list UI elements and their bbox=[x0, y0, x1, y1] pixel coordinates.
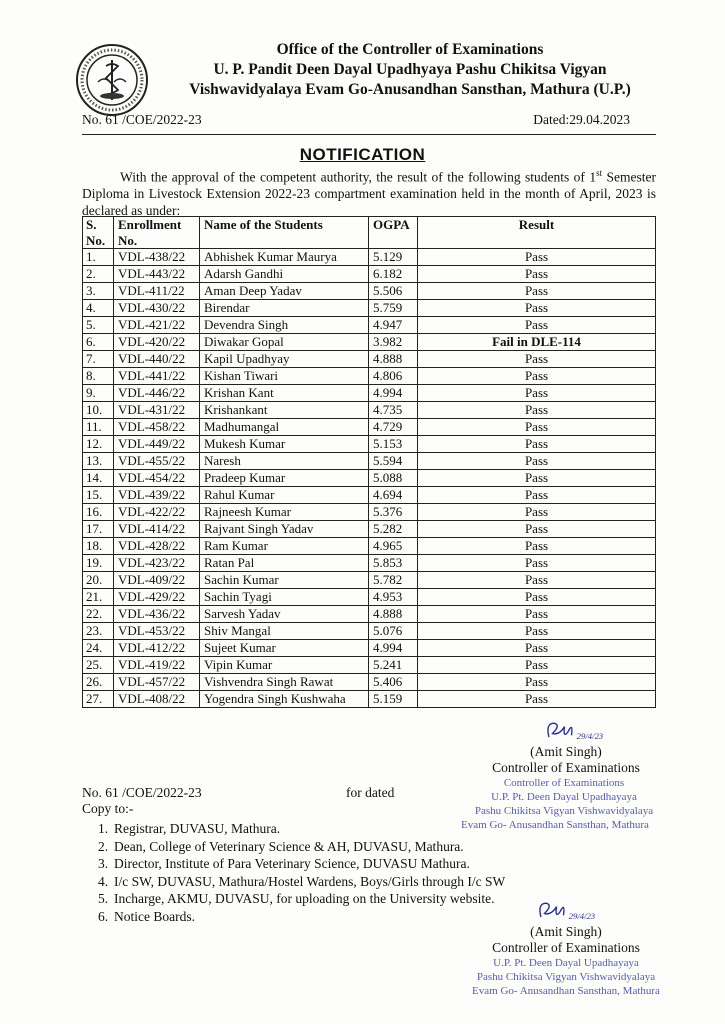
cell-sno: 6. bbox=[83, 334, 114, 351]
cell-ogpa: 4.994 bbox=[369, 640, 418, 657]
cell-enrollment: VDL-409/22 bbox=[114, 572, 200, 589]
stamp-1-line-3: Pashu Chikitsa Vigyan Vishwavidyalaya bbox=[474, 805, 654, 817]
table-row bbox=[83, 436, 656, 453]
list-item-text: I/c SW, DUVASU, Mathura/Hostel Wardens, Boys/Girls through I/c SW bbox=[114, 873, 506, 889]
cell-sno: 1. bbox=[83, 249, 114, 266]
cell-student-name: Madhumangal bbox=[200, 419, 369, 436]
cell-enrollment: VDL-429/22 bbox=[114, 589, 200, 606]
signature-date-1: 29/4/23 bbox=[576, 730, 604, 741]
results-table bbox=[82, 216, 656, 708]
cell-student-name: Birendar bbox=[200, 300, 369, 317]
list-item bbox=[98, 820, 505, 838]
cell-sno: 5. bbox=[83, 317, 114, 334]
table-row bbox=[83, 266, 656, 283]
cell-student-name: Sujeet Kumar bbox=[200, 640, 369, 657]
cell-result: Pass bbox=[418, 640, 656, 657]
cell-result: Pass bbox=[418, 249, 656, 266]
cell-result: Pass bbox=[418, 283, 656, 300]
header-sno: S. No. bbox=[83, 217, 114, 249]
cell-result: Pass bbox=[418, 691, 656, 708]
cell-student-name: Ram Kumar bbox=[200, 538, 369, 555]
list-item-number: 4. bbox=[98, 873, 109, 889]
cell-result: Fail in DLE-114 bbox=[418, 334, 656, 351]
official-stamp-2 bbox=[466, 956, 666, 998]
cell-result: Pass bbox=[418, 657, 656, 674]
signatory-name-1: (Amit Singh) bbox=[530, 744, 602, 759]
cell-ogpa: 5.853 bbox=[369, 555, 418, 572]
cell-student-name: Pradeep Kumar bbox=[200, 470, 369, 487]
cell-student-name: Sarvesh Yadav bbox=[200, 606, 369, 623]
cell-student-name: Ratan Pal bbox=[200, 555, 369, 572]
cell-enrollment: VDL-436/22 bbox=[114, 606, 200, 623]
intro-superscript: st bbox=[596, 168, 603, 178]
copy-for-dated: for dated bbox=[346, 785, 395, 800]
cell-sno: 16. bbox=[83, 504, 114, 521]
cell-sno: 24. bbox=[83, 640, 114, 657]
table-row bbox=[83, 300, 656, 317]
cell-sno: 2. bbox=[83, 266, 114, 283]
cell-student-name: Abhishek Kumar Maurya bbox=[200, 249, 369, 266]
cell-result: Pass bbox=[418, 351, 656, 368]
table-row bbox=[83, 368, 656, 385]
cell-result: Pass bbox=[418, 300, 656, 317]
cell-ogpa: 5.594 bbox=[369, 453, 418, 470]
cell-sno: 17. bbox=[83, 521, 114, 538]
table-row bbox=[83, 555, 656, 572]
cell-enrollment: VDL-420/22 bbox=[114, 334, 200, 351]
cell-student-name: Rajneesh Kumar bbox=[200, 504, 369, 521]
cell-result: Pass bbox=[418, 487, 656, 504]
cell-result: Pass bbox=[418, 385, 656, 402]
cell-ogpa: 5.153 bbox=[369, 436, 418, 453]
cell-sno: 19. bbox=[83, 555, 114, 572]
cell-sno: 13. bbox=[83, 453, 114, 470]
cell-ogpa: 3.982 bbox=[369, 334, 418, 351]
cell-result: Pass bbox=[418, 402, 656, 419]
list-item-text: Dean, College of Veterinary Science & AH, DUVASU, Mathura. bbox=[114, 838, 464, 854]
cell-enrollment: VDL-458/22 bbox=[114, 419, 200, 436]
cell-student-name: Rajvant Singh Yadav bbox=[200, 521, 369, 538]
cell-ogpa: 5.506 bbox=[369, 283, 418, 300]
cell-enrollment: VDL-411/22 bbox=[114, 283, 200, 300]
cell-enrollment: VDL-419/22 bbox=[114, 657, 200, 674]
cell-result: Pass bbox=[418, 436, 656, 453]
copy-reference-number: No. 61 /COE/2022-23 bbox=[82, 785, 202, 800]
cell-ogpa: 4.965 bbox=[369, 538, 418, 555]
cell-sno: 8. bbox=[83, 368, 114, 385]
cell-result: Pass bbox=[418, 266, 656, 283]
cell-ogpa: 4.735 bbox=[369, 402, 418, 419]
list-item-number: 5. bbox=[98, 891, 109, 906]
table-row bbox=[83, 470, 656, 487]
cell-enrollment: VDL-422/22 bbox=[114, 504, 200, 521]
table-header-row bbox=[83, 217, 656, 249]
table-row bbox=[83, 572, 656, 589]
cell-student-name: Yogendra Singh Kushwaha bbox=[200, 691, 369, 708]
cell-ogpa: 5.782 bbox=[369, 572, 418, 589]
cell-ogpa: 5.241 bbox=[369, 657, 418, 674]
list-item-text: Registrar, DUVASU, Mathura. bbox=[114, 821, 281, 836]
cell-ogpa: 4.947 bbox=[369, 317, 418, 334]
cell-enrollment: VDL-438/22 bbox=[114, 249, 200, 266]
intro-paragraph bbox=[82, 165, 656, 219]
cell-result: Pass bbox=[418, 470, 656, 487]
list-item-text: Notice Boards. bbox=[114, 908, 195, 924]
cell-enrollment: VDL-431/22 bbox=[114, 402, 200, 419]
signature-scribble-1 bbox=[536, 718, 626, 744]
cell-result: Pass bbox=[418, 606, 656, 623]
signatory-designation-1: Controller of Examinations bbox=[492, 760, 640, 775]
cell-enrollment: VDL-423/22 bbox=[114, 555, 200, 572]
letterhead-line-2: U. P. Pandit Deen Dayal Upadhyaya Pashu Chikitsa Vigyan bbox=[213, 61, 607, 78]
table-row bbox=[83, 317, 656, 334]
cell-student-name: Devendra Singh bbox=[200, 317, 369, 334]
header-name: Name of the Students bbox=[200, 217, 369, 249]
cell-result: Pass bbox=[418, 504, 656, 521]
cell-enrollment: VDL-412/22 bbox=[114, 640, 200, 657]
cell-sno: 20. bbox=[83, 572, 114, 589]
cell-result: Pass bbox=[418, 317, 656, 334]
table-row bbox=[83, 334, 656, 351]
stamp-2-line-3: Evam Go- Anusandhan Sansthan, Mathura bbox=[472, 985, 660, 997]
university-seal-logo bbox=[74, 42, 150, 118]
list-item-number: 2. bbox=[98, 838, 109, 854]
results-body bbox=[83, 249, 656, 708]
cell-ogpa: 4.888 bbox=[369, 351, 418, 368]
cell-sno: 22. bbox=[83, 606, 114, 623]
stamp-1-line-2: U.P. Pt. Deen Dayal Upadhayaya bbox=[491, 791, 637, 803]
table-row bbox=[83, 606, 656, 623]
signature-date-2: 29/4/23 bbox=[568, 910, 596, 921]
cell-enrollment: VDL-446/22 bbox=[114, 385, 200, 402]
cell-ogpa: 4.806 bbox=[369, 368, 418, 385]
reference-line bbox=[82, 112, 630, 128]
cell-enrollment: VDL-441/22 bbox=[114, 368, 200, 385]
cell-result: Pass bbox=[418, 453, 656, 470]
table-row bbox=[83, 419, 656, 436]
cell-student-name: Mukesh Kumar bbox=[200, 436, 369, 453]
cell-enrollment: VDL-414/22 bbox=[114, 521, 200, 538]
letterhead-line-3: Vishwavidyalaya Evam Go-Anusandhan Sansthan, Mathura (U.P.) bbox=[189, 81, 631, 98]
table-row bbox=[83, 691, 656, 708]
cell-enrollment: VDL-449/22 bbox=[114, 436, 200, 453]
copy-reference bbox=[82, 785, 395, 817]
table-row bbox=[83, 589, 656, 606]
cell-result: Pass bbox=[418, 538, 656, 555]
table-row bbox=[83, 521, 656, 538]
cell-enrollment: VDL-421/22 bbox=[114, 317, 200, 334]
cell-sno: 12. bbox=[83, 436, 114, 453]
cell-student-name: Sachin Kumar bbox=[200, 572, 369, 589]
list-item bbox=[98, 855, 505, 873]
cell-result: Pass bbox=[418, 419, 656, 436]
list-item bbox=[98, 838, 505, 856]
cell-enrollment: VDL-440/22 bbox=[114, 351, 200, 368]
cell-enrollment: VDL-443/22 bbox=[114, 266, 200, 283]
letterhead bbox=[150, 40, 670, 100]
cell-ogpa: 6.182 bbox=[369, 266, 418, 283]
cell-ogpa: 5.159 bbox=[369, 691, 418, 708]
cell-sno: 4. bbox=[83, 300, 114, 317]
header-ogpa: OGPA bbox=[369, 217, 418, 249]
table-row bbox=[83, 640, 656, 657]
issue-date: Dated:29.04.2023 bbox=[533, 112, 630, 127]
cell-student-name: Sachin Tyagi bbox=[200, 589, 369, 606]
cell-sno: 10. bbox=[83, 402, 114, 419]
cell-ogpa: 5.759 bbox=[369, 300, 418, 317]
stamp-2-line-1: U.P. Pt. Deen Dayal Upadhayaya bbox=[493, 957, 639, 969]
cell-student-name: Krishankant bbox=[200, 402, 369, 419]
list-item bbox=[98, 890, 505, 908]
signature-block-2 bbox=[466, 898, 666, 998]
cell-enrollment: VDL-453/22 bbox=[114, 623, 200, 640]
cell-result: Pass bbox=[418, 555, 656, 572]
cell-student-name: Rahul Kumar bbox=[200, 487, 369, 504]
cell-sno: 18. bbox=[83, 538, 114, 555]
cell-ogpa: 5.129 bbox=[369, 249, 418, 266]
cell-sno: 9. bbox=[83, 385, 114, 402]
cell-student-name: Krishan Kant bbox=[200, 385, 369, 402]
cell-enrollment: VDL-454/22 bbox=[114, 470, 200, 487]
cell-student-name: Kapil Upadhyay bbox=[200, 351, 369, 368]
header-divider bbox=[82, 134, 656, 135]
cell-sno: 11. bbox=[83, 419, 114, 436]
cell-ogpa: 4.694 bbox=[369, 487, 418, 504]
copy-to-label: Copy to:- bbox=[82, 801, 134, 816]
table-row bbox=[83, 385, 656, 402]
cell-enrollment: VDL-455/22 bbox=[114, 453, 200, 470]
cell-result: Pass bbox=[418, 521, 656, 538]
table-row bbox=[83, 657, 656, 674]
cell-enrollment: VDL-457/22 bbox=[114, 674, 200, 691]
cell-student-name: Shiv Mangal bbox=[200, 623, 369, 640]
cell-sno: 21. bbox=[83, 589, 114, 606]
letterhead-line-1: Office of the Controller of Examinations bbox=[276, 41, 544, 58]
reference-number: No. 61 /COE/2022-23 bbox=[82, 112, 202, 127]
cell-result: Pass bbox=[418, 623, 656, 640]
table-row bbox=[83, 538, 656, 555]
cell-ogpa: 5.376 bbox=[369, 504, 418, 521]
list-item-number: 6. bbox=[98, 908, 109, 924]
cell-sno: 27. bbox=[83, 691, 114, 708]
cell-student-name: Aman Deep Yadav bbox=[200, 283, 369, 300]
cell-result: Pass bbox=[418, 572, 656, 589]
cell-sno: 14. bbox=[83, 470, 114, 487]
cell-enrollment: VDL-428/22 bbox=[114, 538, 200, 555]
cell-ogpa: 4.994 bbox=[369, 385, 418, 402]
list-item-text: Director, Institute of Para Veterinary Science, DUVASU Mathura. bbox=[114, 856, 470, 871]
table-row bbox=[83, 283, 656, 300]
notification-title-wrap bbox=[0, 145, 725, 165]
cell-sno: 26. bbox=[83, 674, 114, 691]
signature-block-1 bbox=[461, 718, 656, 832]
signatory-name-2: (Amit Singh) bbox=[530, 924, 602, 939]
cell-ogpa: 5.076 bbox=[369, 623, 418, 640]
cell-ogpa: 5.088 bbox=[369, 470, 418, 487]
cell-enrollment: VDL-439/22 bbox=[114, 487, 200, 504]
cell-enrollment: VDL-408/22 bbox=[114, 691, 200, 708]
list-item-number: 1. bbox=[98, 821, 109, 836]
list-item-text: Incharge, AKMU, DUVASU, for uploading on the University website. bbox=[114, 891, 495, 906]
list-item-number: 3. bbox=[98, 856, 109, 871]
cell-ogpa: 5.406 bbox=[369, 674, 418, 691]
table-row bbox=[83, 402, 656, 419]
list-item bbox=[98, 873, 505, 891]
cell-sno: 15. bbox=[83, 487, 114, 504]
cell-result: Pass bbox=[418, 368, 656, 385]
cell-student-name: Vipin Kumar bbox=[200, 657, 369, 674]
intro-text-2: Semester Diploma in Livestock Extension 2022-23 compartment examination held in the month of April, 2023 is declared as under: bbox=[82, 169, 656, 218]
cell-sno: 25. bbox=[83, 657, 114, 674]
stamp-2-line-2: Pashu Chikitsa Vigyan Vishwavidyalaya bbox=[476, 971, 656, 983]
cell-student-name: Naresh bbox=[200, 453, 369, 470]
cell-ogpa: 4.888 bbox=[369, 606, 418, 623]
table-row bbox=[83, 504, 656, 521]
cell-student-name: Adarsh Gandhi bbox=[200, 266, 369, 283]
cell-enrollment: VDL-430/22 bbox=[114, 300, 200, 317]
copy-to-list bbox=[98, 820, 505, 925]
table-row bbox=[83, 351, 656, 368]
cell-result: Pass bbox=[418, 674, 656, 691]
notification-title: NOTIFICATION bbox=[299, 145, 426, 164]
cell-sno: 7. bbox=[83, 351, 114, 368]
list-item bbox=[98, 908, 505, 926]
signature-scribble-2 bbox=[528, 898, 618, 924]
table-row bbox=[83, 249, 656, 266]
header-enrollment: Enrollment No. bbox=[114, 217, 200, 249]
stamp-1-line-1: Controller of Examinations bbox=[503, 777, 625, 789]
table-row bbox=[83, 674, 656, 691]
intro-text-1: With the approval of the competent authority, the result of the following students of 1 bbox=[120, 169, 597, 185]
table-row bbox=[83, 487, 656, 504]
cell-sno: 23. bbox=[83, 623, 114, 640]
cell-student-name: Vishvendra Singh Rawat bbox=[200, 674, 369, 691]
cell-result: Pass bbox=[418, 589, 656, 606]
cell-ogpa: 5.282 bbox=[369, 521, 418, 538]
table-row bbox=[83, 453, 656, 470]
signatory-designation-2: Controller of Examinations bbox=[492, 940, 640, 955]
cell-sno: 3. bbox=[83, 283, 114, 300]
header-result: Result bbox=[418, 217, 656, 249]
cell-ogpa: 4.729 bbox=[369, 419, 418, 436]
table-row bbox=[83, 623, 656, 640]
cell-ogpa: 4.953 bbox=[369, 589, 418, 606]
cell-student-name: Kishan Tiwari bbox=[200, 368, 369, 385]
cell-student-name: Diwakar Gopal bbox=[200, 334, 369, 351]
stamp-1-line-4: Evam Go- Anusandhan Sansthan, Mathura bbox=[461, 819, 649, 831]
